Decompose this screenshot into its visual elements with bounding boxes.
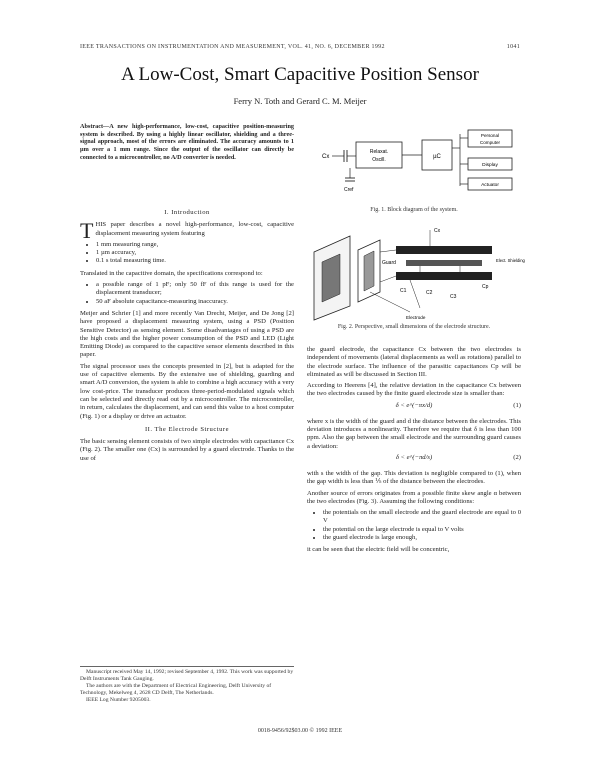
abstract: Abstract—A new high-performance, low-cost, capacitive position-measuring system is described. By using a highly linear oscillator, shielding and a three-signal approach, most of the errors are eliminated. The accuracy amounts to 1 µm over a 1 mm range. Since the output of the oscillator can directly be connected to a microcontroller, no A/D converter is needed.: [80, 123, 294, 161]
equation-1-expression: δ < e^(−πx/d): [395, 401, 433, 409]
page-number: 1041: [506, 44, 520, 50]
drop-cap: T: [80, 218, 94, 244]
fig2-electrode-label: Electrode: [406, 315, 426, 320]
fig2-c1-label: C1: [400, 288, 407, 294]
paragraph: The signal processor uses the concepts presented in [2], but is adapted for the use of capacitive elements. By the extensive use of shielding, guarding and smart A/D conversion, the system is able to combine a high accuracy with a very low cost-price. The transducer produces three-period-modulated signals which can be selected and directly read out by a microcontroller. The microcontroller, in return, calculates the displacement, and can send this value to a host computer (Fig. 1) or a display or drive an actuator.: [80, 362, 294, 420]
copyright-footer: 0018-9456/92$03.00 © 1992 IEEE: [257, 728, 343, 734]
fig1-uc-label: µC: [433, 154, 441, 160]
fig1-box1-line2: Computer: [479, 140, 501, 145]
paragraph: the guard electrode, the capacitance Cx between the two electrodes is independent of movements (lateral displacements as well as rotations) parallel to the electrode surface. The influence of the parasitic capacitances Cp will be eliminated as will be discussed in Section III.: [307, 346, 521, 378]
condition-item: • the potentials on the small electrode and the guard electrode are equal to 0 V: [323, 509, 521, 526]
paragraph: Another source of errors originates from a possible finite skew angle α between the two electrodes (Fig. 3). Assuming the following conditions:: [307, 489, 521, 505]
condition-item: • the potential on the large electrode is equal to V volts: [323, 526, 521, 534]
figure-1-block-diagram: [318, 128, 518, 210]
spec-item: • 1 µm accuracy,: [96, 249, 294, 257]
cap-spec-item: • 50 aF absolute capacitance-measuring inaccuracy.: [96, 298, 294, 306]
spec-list: [80, 241, 294, 266]
right-column: [307, 346, 521, 558]
fig2-small-electrode: [406, 260, 482, 266]
fig2-guard-label: Guard: [382, 260, 396, 266]
paragraph: According to Heerens [4], the relative deviation in the capacitance Cx between the two electrodes caused by the finite guard electrode size is smaller than:: [307, 382, 521, 398]
fig2-cx-label: Cx: [434, 228, 441, 234]
paragraph: where x is the width of the guard and d the distance between the electrodes. This deviation introduces a nonlinearity. Therefore we require that δ is less than 100 ppm. Also the gap between the small electrode and the surrounding guard causes a deviation:: [307, 417, 521, 450]
paper-title: A Low-Cost, Smart Capacitive Position Sensor: [121, 64, 479, 85]
section-1-heading: I. Introduction: [164, 209, 210, 216]
equation-1-number: (1): [513, 401, 521, 409]
running-header: [80, 44, 520, 50]
figure-2-caption: Fig. 2. Perspective, small dimensions of the electrode structure.: [337, 324, 491, 330]
fig1-cref-label: Cref: [344, 187, 354, 193]
fig1-oscillator-box: [356, 142, 402, 168]
fig1-box3-label: Actuator: [481, 183, 499, 188]
paragraph: with s the width of the gap. This deviation is negligible compared to (1), when the gap width is less than ⅕ of the distance between the electrodes.: [307, 469, 521, 486]
cap-spec-item: • a possible range of 1 pF; only 50 fF of this range is used for the displacement transducer;: [96, 281, 294, 298]
paper-authors: Ferry N. Toth and Gerard C. M. Meijer: [233, 96, 367, 106]
fig2-top-shield: [396, 246, 492, 254]
fig2-bottom-shield: [396, 272, 492, 280]
equation-2-number: (2): [513, 453, 521, 461]
fig2-hatched-electrode: [322, 254, 340, 302]
equation-2: [307, 454, 521, 468]
left-column: [80, 204, 294, 466]
fig1-box1-line1: Personal: [480, 133, 500, 138]
paragraph: it can be seen that the electric field will be concentric,: [307, 546, 450, 554]
spec-item: • 1 mm measuring range,: [96, 241, 294, 249]
figure-1-caption: Fig. 1. Block diagram of the system.: [370, 207, 458, 213]
footnote-received: Manuscript received May 14, 1992; revised September 4, 1992. This work was supported by Delft Instruments Tank Gauging.: [80, 669, 294, 682]
fig1-osc-label-2: Oscill.: [372, 157, 386, 163]
footnote-affiliation: The authors are with the Department of Electrical Engineering, Delft University of Technology, Mekelweg 4, 2628 CD Delft, The Netherlands.: [80, 683, 272, 696]
fig2-c3-label: C3: [450, 294, 457, 300]
figure-2-electrode-structure: [310, 222, 525, 322]
spec-item: • 0.1 s total measuring time.: [96, 257, 294, 265]
journal-name: IEEE TRANSACTIONS ON INSTRUMENTATION AND MEASUREMENT, VOL. 41, NO. 6, DECEMBER 1992: [80, 44, 385, 50]
fig1-box2-label: Display: [482, 163, 498, 168]
conditions-list: [307, 509, 521, 542]
paragraph: Meijer and Schrier [1] and more recently Van Drecht, Meijer, and De Jong [2] have proposed a displacement measuring system, using a PSD (Position Sensitive Detector) as sensing element. Some disadvantages of using a PSD are the high costs and the higher power consumption of the PSD and LED (Light Emitting Diode) as compared to the capacitive sensor elements described in this paper.: [80, 309, 294, 359]
equation-2-expression: δ < e^(−πd/s): [395, 453, 433, 461]
fig2-shield-label: Elect. Shielding: [496, 258, 525, 263]
section-2-heading: II. The Electrode Structure: [144, 425, 230, 433]
fig2-c2-label: C2: [426, 290, 433, 296]
equation-1: [307, 402, 521, 416]
footnote-log: IEEE Log Number 9205003.: [86, 697, 151, 704]
footnote: [80, 666, 294, 705]
condition-item: • the guard electrode is large enough,: [323, 534, 521, 542]
cap-spec-list: [80, 281, 294, 306]
intro-text: HIS paper describes a novel high-performance, low-cost, capacitive displacement measuring system featuring: [95, 221, 294, 237]
fig1-cx-label: Cx: [322, 154, 330, 160]
fig1-osc-label-1: Relaxat.: [369, 149, 389, 155]
paragraph: The basic sensing element consists of two simple electrodes with capacitance Cx (Fig. 2). The smaller one (Cx) is surrounded by a guard electrode. Thanks to the use of: [80, 438, 294, 462]
paragraph: Translated in the capacitive domain, the specifications correspond to:: [80, 269, 263, 277]
fig2-cp-label: Cp: [482, 284, 489, 290]
